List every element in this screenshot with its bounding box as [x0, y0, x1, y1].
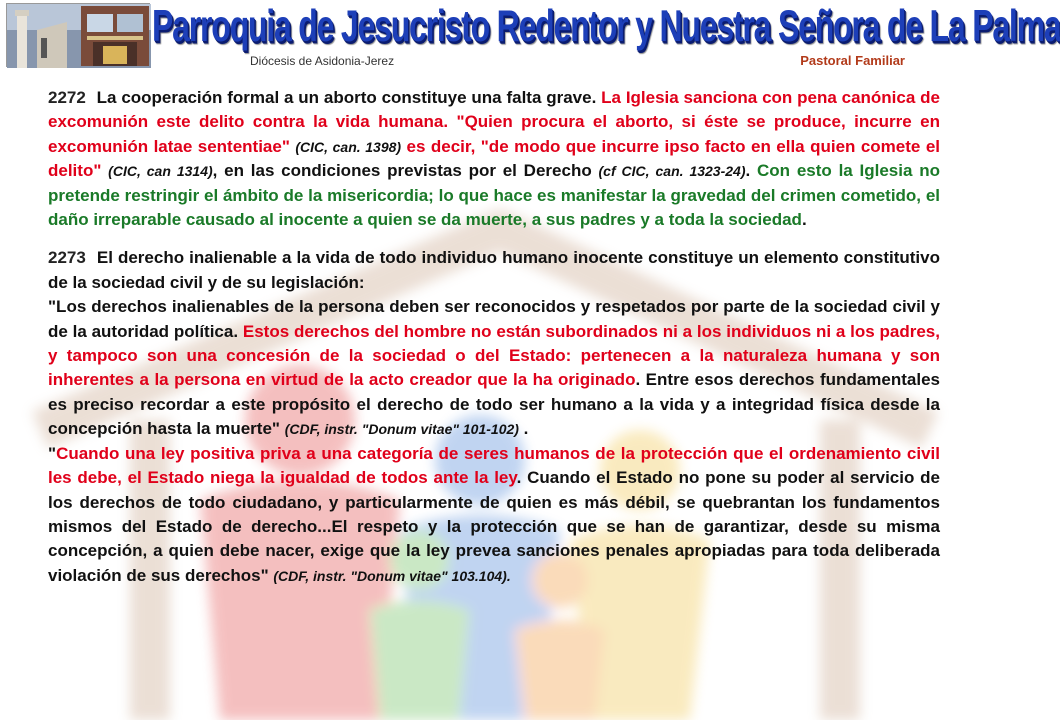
text-segment: .	[518, 419, 529, 439]
paragraph-number: 2273	[48, 248, 86, 268]
text-segment-red: "Quien procura el aborto, si éste se produce, incurre en excomunión latae sententiae"	[48, 112, 941, 156]
quote-segment: "Los derechos inalienables de la persona deben ser reconocidos y respetados por parte de la sociedad civil y de la autoridad política.	[48, 297, 940, 341]
main-content	[48, 86, 940, 602]
text-segment: La cooperación formal a un aborto constituye una falta grave.	[96, 88, 597, 107]
text-segment-green: Con esto la Iglesia no pretende restringir el ámbito de la misericordia; lo que hace es manifestar la gravedad del crimen cometido, el daño irreparable causado al inocente a quien se da muerte, a sus padres y a toda la sociedad	[48, 161, 940, 230]
quote-mark: "	[48, 443, 57, 463]
text-segment-red: La Iglesia sanciona con pena canónica de excomunión este delito contra la vida humana.	[48, 88, 940, 132]
paragraph-number: 2272	[48, 88, 86, 107]
diocese-subtitle: Diócesis de Asidonia-Jerez	[250, 54, 395, 68]
section-label: Pastoral Familiar	[800, 53, 905, 68]
church-building-icon	[7, 4, 151, 68]
text-segment: , en las condiciones previstas por el Derecho	[212, 161, 592, 181]
paragraph-2273	[48, 246, 940, 588]
citation: (CDF, instr. "Donum vitae" 101-102)	[284, 421, 519, 438]
text-segment: .	[745, 161, 751, 181]
text-segment-red: es decir, "de modo que incurre ipso facto en ella quien comete el delito"	[48, 136, 940, 181]
quote-segment: . Entre esos derechos fundamentales es preciso recordar a este propósito el derecho de todo ser humano a la vida y a integridad física desde la concepción hasta la muerte"	[48, 370, 940, 439]
paragraph-2272	[48, 86, 940, 232]
citation: (CIC, can. 1398)	[295, 138, 402, 155]
text-segment: .	[801, 210, 807, 230]
citation: (cf CIC, can. 1323-24)	[598, 163, 746, 180]
citation: (CDF, instr. "Donum vitae" 103.104).	[273, 567, 511, 584]
quote-segment-red: Estos derechos del hombre no están subordinados ni a los individuos ni a los padres, y tampoco son una concesión de la sociedad o del Estado: pertenecen a la naturaleza humana y son inherentes a la persona en virtud de la acto creador que la ha originado	[48, 321, 940, 390]
church-photo	[6, 3, 150, 67]
citation: (CIC, can 1314)	[108, 163, 213, 180]
page-title: Parroquia de Jesucristo Redentor y Nuestra Señora de La Palma	[152, 2, 1060, 52]
quote-segment: . Cuando el Estado no pone su poder al servicio de los derechos de todo ciudadano, y particularmente de quien es más débil, se quebrantan los fundamentos mismos del Estado de derecho...El respeto y la protección que se han de garantizar, desde su misma concepción, a quien debe nacer, exige que la ley prevea sanciones penales apropiadas para toda deliberada violación de sus derechos"	[48, 468, 940, 585]
quote-segment-red: Cuando una ley positiva priva a una categoría de seres humanos de la protección que el ordenamiento civil les debe, el Estado niega la igualdad de todos ante la ley	[48, 443, 940, 488]
text-segment: El derecho inalienable a la vida de todo individuo humano inocente constituye un elemento constitutivo de la sociedad civil y de su legislación:	[48, 248, 940, 292]
header	[0, 0, 1060, 80]
